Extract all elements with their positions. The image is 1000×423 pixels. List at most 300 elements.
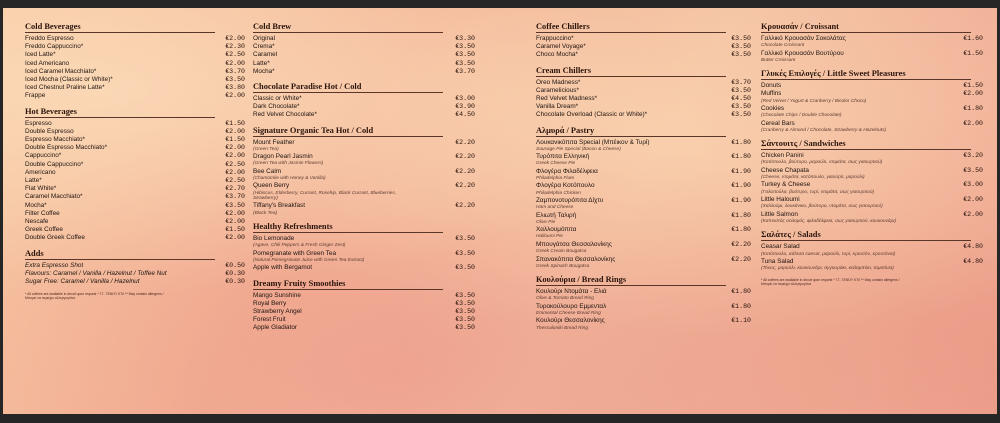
menu-item-row — [253, 43, 475, 51]
item-price: €1.80 — [731, 138, 751, 146]
menu-board — [3, 8, 997, 414]
item-price: €2.00 — [963, 90, 983, 98]
menu-item — [253, 316, 475, 324]
item-name: Latte* — [253, 59, 270, 67]
menu-item-row — [761, 35, 983, 43]
item-price: €1.50 — [225, 119, 245, 127]
item-price: €3.50 — [455, 299, 475, 307]
item-name: Caramel Voyage* — [536, 43, 586, 51]
menu-list — [761, 82, 983, 133]
item-description: (Χαλλούμι, λουκάνικο, βούτυρο, ντομάτα, σως γιαουρτιού) — [761, 204, 883, 210]
item-price: €3.50 — [455, 249, 475, 257]
item-price: €4.80 — [963, 257, 983, 265]
menu-item — [25, 136, 245, 144]
item-price: €3.70 — [455, 67, 475, 75]
menu-item-row — [253, 202, 475, 210]
menu-item — [253, 235, 475, 249]
section-title: Coffee Chillers — [536, 22, 726, 33]
item-price: €2.00 — [225, 35, 245, 42]
menu-item-row — [536, 256, 751, 264]
item-price: €3.70 — [225, 67, 245, 75]
item-description: Butter Croissant — [761, 57, 796, 63]
item-price: €3.70 — [225, 193, 245, 201]
item-name: Bio Lemonade — [253, 235, 295, 243]
menu-item-row — [761, 90, 983, 98]
item-price: €3.20 — [963, 152, 983, 160]
menu-item — [761, 258, 983, 272]
menu-item — [761, 167, 983, 181]
item-description: (Red Velvet / Yogurt & Cranberry / Bicolor Choco) — [761, 98, 867, 104]
item-name: Red Velvet Madness* — [536, 95, 598, 103]
item-description: (Chamomile with Honey & Vanilla) — [253, 176, 326, 182]
menu-item-row — [253, 324, 475, 332]
item-price: €2.20 — [455, 167, 475, 175]
menu-item-row — [25, 218, 245, 226]
menu-column-2 — [253, 22, 475, 414]
item-name: Oreo Madness* — [536, 78, 581, 86]
menu-item — [253, 103, 475, 111]
menu-item-row — [761, 181, 983, 189]
item-price: €3.50 — [455, 51, 475, 59]
item-name: Double Greek Coffee — [25, 234, 85, 242]
item-price: €3.50 — [455, 324, 475, 332]
menu-item — [25, 193, 245, 201]
item-price: €2.30 — [225, 43, 245, 51]
item-price: €1.80 — [731, 226, 751, 234]
menu-item — [536, 111, 751, 119]
item-name: Classic or White* — [253, 95, 302, 103]
menu-item-row — [253, 308, 475, 316]
item-price: €2.20 — [455, 138, 475, 146]
menu-item-row — [25, 136, 245, 144]
item-name: Cappuccino* — [25, 152, 62, 160]
item-price: €2.00 — [963, 210, 983, 218]
item-price: €3.50 — [455, 264, 475, 272]
item-name: Choco Mocha* — [536, 51, 578, 59]
menu-item-row — [536, 139, 751, 147]
menu-item-row — [253, 103, 475, 111]
item-price: €1.80 — [731, 302, 751, 310]
item-description: (Τόνος, μαρούλι, κουκουνάρι, αγγουράκι, καλαμπόκι, τοματίνια) — [761, 266, 894, 272]
menu-item-row — [25, 202, 245, 210]
item-price: €3.50 — [455, 291, 475, 299]
item-name: Iced Caramel Macchiato* — [25, 67, 97, 75]
menu-list — [253, 139, 475, 216]
item-name: Τυρόπιτα Ελληνική — [536, 153, 590, 161]
item-price: €3.50 — [455, 316, 475, 324]
item-name: Cookies — [761, 105, 785, 113]
item-price: €2.50 — [225, 160, 245, 168]
item-price: €3.50 — [731, 51, 751, 59]
section-tea — [253, 126, 475, 216]
menu-list — [253, 95, 475, 120]
item-description: Sausage Pie Special (Bacon & Cheese) — [536, 146, 621, 152]
item-price: €0.30 — [225, 278, 245, 286]
item-name: Extra Espresso Shot — [25, 261, 84, 269]
menu-item — [25, 128, 245, 136]
menu-item-row — [25, 262, 245, 270]
menu-item — [253, 68, 475, 76]
item-price: €3.50 — [731, 35, 751, 42]
menu-item — [25, 43, 245, 51]
item-description: Chocolate Croissant — [761, 43, 805, 49]
menu-item — [25, 92, 245, 100]
item-price: €2.50 — [225, 51, 245, 59]
item-price: €3.50 — [455, 59, 475, 67]
menu-item — [25, 68, 245, 76]
menu-item-row — [536, 51, 751, 59]
menu-item — [536, 79, 751, 87]
menu-item — [253, 139, 475, 153]
menu-item — [536, 87, 751, 95]
menu-item-row — [25, 210, 245, 218]
menu-item-row — [25, 270, 245, 278]
section-coffee-chillers — [536, 22, 751, 60]
menu-item — [25, 35, 245, 43]
item-name: Double Espresso Macchiato* — [25, 144, 108, 152]
item-price: €3.00 — [455, 95, 475, 103]
item-name: Donuts — [761, 82, 782, 90]
menu-item-row — [536, 212, 751, 220]
menu-item-row — [253, 68, 475, 76]
item-price: €3.50 — [455, 307, 475, 315]
menu-item — [761, 181, 983, 195]
menu-list — [536, 35, 751, 60]
menu-item — [25, 278, 245, 286]
menu-item-row — [536, 303, 751, 311]
item-name: Caramelicious* — [536, 86, 579, 94]
menu-item — [761, 152, 983, 166]
menu-item — [536, 153, 751, 167]
menu-item — [536, 226, 751, 240]
menu-item — [253, 43, 475, 51]
menu-item-row — [253, 139, 475, 147]
section-title: Κρουασάν / Croissant — [761, 22, 971, 33]
item-price: €1.50 — [225, 226, 245, 234]
menu-item — [536, 103, 751, 111]
item-name: Iced Americano — [25, 59, 70, 67]
menu-item-row — [761, 105, 983, 113]
menu-list — [761, 35, 983, 63]
item-price: €2.20 — [455, 153, 475, 161]
section-title: Αλμυρά / Pastry — [536, 126, 726, 137]
item-name: Caramel — [253, 51, 278, 59]
section-title: Hot Beverages — [25, 107, 215, 118]
menu-item — [536, 303, 751, 317]
menu-item-row — [253, 168, 475, 176]
menu-item-row — [536, 241, 751, 249]
section-title: Σάντουιτς / Sandwiches — [761, 139, 971, 150]
item-name: Iced Mocha (Classic or White)* — [25, 76, 113, 84]
menu-item — [761, 82, 983, 90]
item-description: (Natural Pomegranate Juice with Green Tea Extract) — [253, 257, 365, 263]
menu-item — [536, 43, 751, 51]
item-name: Caramel Macchiato* — [25, 193, 83, 201]
item-description: (Γαλοπούλα, βούτυρο, τυρί, ντομάτα, σως γιαουρτιού) — [761, 189, 875, 195]
menu-item-row — [253, 264, 475, 272]
menu-list — [25, 120, 245, 243]
menu-item — [761, 105, 983, 119]
item-name: Freddo Cappuccino* — [25, 43, 84, 51]
item-name: Queen Berry — [253, 182, 290, 190]
item-name: Cereal Bars — [761, 119, 795, 127]
menu-item-row — [536, 103, 751, 111]
menu-item-row — [25, 234, 245, 242]
menu-item-row — [25, 68, 245, 76]
item-description: Ham and Cheese — [536, 205, 574, 211]
item-description: Philadelphia Flute — [536, 176, 575, 182]
item-price: €2.00 — [225, 168, 245, 176]
item-name: Λουκανικόπιτα Special (Μπέικον & Τυρί) — [536, 138, 650, 146]
item-price: €4.50 — [731, 95, 751, 103]
item-price: €1.50 — [963, 49, 983, 57]
menu-item — [25, 270, 245, 278]
item-description: (Chocolate Chips / Double Chocolate) — [761, 113, 842, 119]
item-price: €1.90 — [731, 197, 751, 205]
item-name: Apple Gladiator — [253, 324, 298, 332]
menu-item — [25, 185, 245, 193]
item-price: €4.80 — [963, 243, 983, 251]
menu-item — [253, 324, 475, 332]
menu-item — [253, 60, 475, 68]
item-price: €2.00 — [963, 196, 983, 204]
menu-item — [253, 300, 475, 308]
section-cold-brew — [253, 22, 475, 76]
menu-item-row — [253, 111, 475, 119]
menu-list — [536, 79, 751, 120]
menu-item — [761, 35, 983, 49]
menu-item-row — [253, 250, 475, 258]
menu-item-row — [536, 95, 751, 103]
section-title: Κουλούρια / Bread Rings — [536, 275, 726, 286]
item-name: Espresso Macchiato* — [25, 136, 86, 144]
menu-item — [253, 168, 475, 182]
menu-item — [25, 152, 245, 160]
menu-item-row — [253, 35, 475, 43]
item-name: Muffins — [761, 90, 782, 98]
menu-item — [536, 168, 751, 182]
item-name: Royal Berry — [253, 299, 287, 307]
item-name: Τυροκούλουρο Εμμενταλ — [536, 302, 607, 310]
item-name: Iced Chestnut Praline Latte* — [25, 84, 105, 92]
menu-item — [25, 60, 245, 68]
menu-list — [25, 35, 245, 101]
item-description: (Καπνιστός σολομός, φιλαδέλφεια, σως γιαουρτιού, κουκουνάρι) — [761, 218, 897, 224]
item-price: €1.60 — [963, 35, 983, 42]
item-name: Mocha* — [253, 67, 275, 75]
item-price: €2.20 — [731, 240, 751, 248]
menu-item — [253, 264, 475, 272]
section-title: Cold Brew — [253, 22, 443, 33]
item-name: Κουλούρι Ντομάτα - Ελιά — [536, 288, 607, 296]
menu-item — [25, 210, 245, 218]
item-name: Americano — [25, 168, 56, 176]
item-description: (Green Tea) — [253, 146, 279, 152]
item-name: Tiffany's Breakfast — [253, 202, 306, 210]
item-name: Little Salmon — [761, 210, 798, 218]
menu-item-row — [253, 182, 475, 190]
item-price: €3.50 — [963, 166, 983, 174]
menu-item — [536, 256, 751, 270]
menu-item — [536, 317, 751, 331]
section-title: Γλυκές Επιλογές / Little Sweet Pleasures — [761, 69, 971, 80]
item-description: Olive Pie — [536, 219, 556, 225]
item-name: Strawberry Angel — [253, 307, 302, 315]
item-name: Bee Calm — [253, 167, 282, 175]
menu-item — [761, 50, 983, 64]
menu-item — [25, 262, 245, 270]
item-name: Iced Latte* — [25, 51, 56, 59]
item-price: €3.00 — [963, 181, 983, 189]
item-name: Mango Sunshine — [253, 291, 301, 299]
menu-list — [536, 139, 751, 269]
menu-item-row — [253, 60, 475, 68]
menu-item — [25, 226, 245, 234]
item-name: Turkey & Cheese — [761, 181, 811, 189]
item-description: Greek Cheese Pie — [536, 161, 576, 167]
item-price: €2.00 — [225, 127, 245, 135]
item-price: €3.50 — [731, 103, 751, 111]
item-name: Nescafe — [25, 218, 49, 226]
section-cold-beverages — [25, 22, 245, 101]
item-price: €3.50 — [455, 43, 475, 51]
menu-item-row — [536, 111, 751, 119]
item-name: Original — [253, 35, 276, 42]
item-name: Chicken Panini — [761, 152, 804, 160]
section-title: Signature Organic Tea Hot / Cold — [253, 126, 443, 137]
item-price: €2.70 — [225, 185, 245, 193]
menu-item-row — [761, 82, 983, 90]
item-price: €3.70 — [731, 78, 751, 86]
menu-list — [253, 35, 475, 76]
menu-item-row — [25, 185, 245, 193]
item-price: €3.50 — [731, 43, 751, 51]
menu-item — [761, 243, 983, 257]
menu-list — [761, 243, 983, 271]
menu-item — [253, 308, 475, 316]
item-name: Apple with Bergamot — [253, 264, 312, 272]
item-price: €2.00 — [225, 92, 245, 100]
item-price: €3.50 — [225, 76, 245, 84]
item-name: Ceasar Salad — [761, 243, 800, 251]
menu-item-row — [536, 226, 751, 234]
section-chocolate — [253, 82, 475, 120]
item-name: Latte* — [25, 177, 42, 185]
item-price: €3.50 — [455, 235, 475, 243]
item-price: €4.50 — [455, 111, 475, 119]
menu-item-row — [25, 128, 245, 136]
item-name: Tuna Salad — [761, 257, 794, 265]
menu-item-row — [536, 168, 751, 176]
menu-item-row — [761, 167, 983, 175]
item-price: €1.10 — [731, 317, 751, 325]
menu-item-row — [536, 182, 751, 190]
menu-item-row — [25, 226, 245, 234]
menu-item-row — [253, 316, 475, 324]
item-description: Philadelphia Chicken — [536, 190, 581, 196]
section-title: Adds — [25, 249, 215, 260]
item-description: (Agave, Chili Peppers & Fresh Ginger Zest) — [253, 243, 346, 249]
item-name: Ζαμπονοτυρόπιτα Δίχτυ — [536, 197, 604, 205]
item-price: €2.00 — [225, 59, 245, 67]
item-description: Thessaloniki Bread Ring — [536, 325, 588, 331]
item-name: Freddo Espresso — [25, 35, 74, 42]
menu-item-row — [25, 76, 245, 84]
menu-item-row — [536, 79, 751, 87]
item-name: Chocolate Overload (Classic or White)* — [536, 111, 648, 119]
item-price: €2.20 — [455, 202, 475, 210]
menu-list — [536, 288, 751, 331]
menu-item — [25, 51, 245, 59]
item-price: €2.00 — [225, 209, 245, 217]
section-healthy — [253, 222, 475, 272]
menu-item — [253, 51, 475, 59]
menu-item-row — [761, 243, 983, 251]
item-description: (Κοτόπουλο, βούτυρο, μαρούλι, ντομάτα, σως γιαουρτιού) — [761, 160, 883, 166]
item-price: €3.50 — [731, 111, 751, 119]
item-name: Γαλλικό Κρουασάν Σοκολάτας — [761, 35, 846, 42]
menu-item-row — [25, 278, 245, 286]
item-price: €1.90 — [731, 167, 751, 175]
section-title: Cream Chillers — [536, 66, 726, 77]
item-name: Φλογέρα Φιλαδέλφεια — [536, 167, 598, 175]
item-price: €2.00 — [963, 119, 983, 127]
section-title: Dreamy Fruity Smoothies — [253, 279, 443, 290]
section-title: Σαλάτες / Salads — [761, 230, 971, 241]
item-name: Espresso — [25, 119, 52, 127]
item-name: Μπουγάτσα Θεσσαλονίκης — [536, 240, 612, 248]
menu-item-row — [25, 177, 245, 185]
menu-item — [536, 95, 751, 103]
item-name: Red Velvet Chocolate* — [253, 111, 317, 119]
menu-item-row — [253, 292, 475, 300]
menu-item-row — [761, 50, 983, 58]
menu-list — [253, 292, 475, 333]
item-name: Γαλλικό Κρουασάν Βουτύρου — [761, 49, 844, 57]
menu-item — [761, 196, 983, 210]
menu-column-3 — [536, 22, 751, 414]
menu-item — [25, 177, 245, 185]
menu-item-row — [253, 95, 475, 103]
item-name: Dark Chocolate* — [253, 103, 300, 111]
menu-item-row — [536, 43, 751, 51]
menu-item-row — [761, 120, 983, 128]
item-price: €2.20 — [731, 255, 751, 263]
menu-item — [253, 153, 475, 167]
menu-item-row — [536, 87, 751, 95]
menu-item-row — [25, 35, 245, 43]
section-adds — [25, 249, 245, 287]
item-price: €0.30 — [225, 269, 245, 277]
item-name: Σπανακόπιτα Θεσσαλονίκης — [536, 255, 616, 263]
item-price: €2.00 — [225, 144, 245, 152]
menu-item — [536, 139, 751, 153]
menu-column-1 — [25, 22, 245, 414]
item-price: €2.00 — [225, 152, 245, 160]
item-name: Ελιωτή Ταλιρή — [536, 211, 577, 219]
menu-item-row — [25, 51, 245, 59]
menu-item-row — [253, 300, 475, 308]
menu-item-row — [761, 211, 983, 219]
section-bread-rings — [536, 275, 751, 331]
menu-item — [761, 90, 983, 104]
menu-item — [253, 292, 475, 300]
item-description: Olive & Tomato Bread Ring — [536, 296, 594, 302]
section-croissant — [761, 22, 983, 63]
item-description: (Green Tea with Jasmin Flowers) — [253, 161, 324, 167]
item-name: Κουλούρι Θεσσαλονίκης — [536, 317, 605, 325]
item-description: Greek Spinach Bougatsa — [536, 263, 590, 269]
